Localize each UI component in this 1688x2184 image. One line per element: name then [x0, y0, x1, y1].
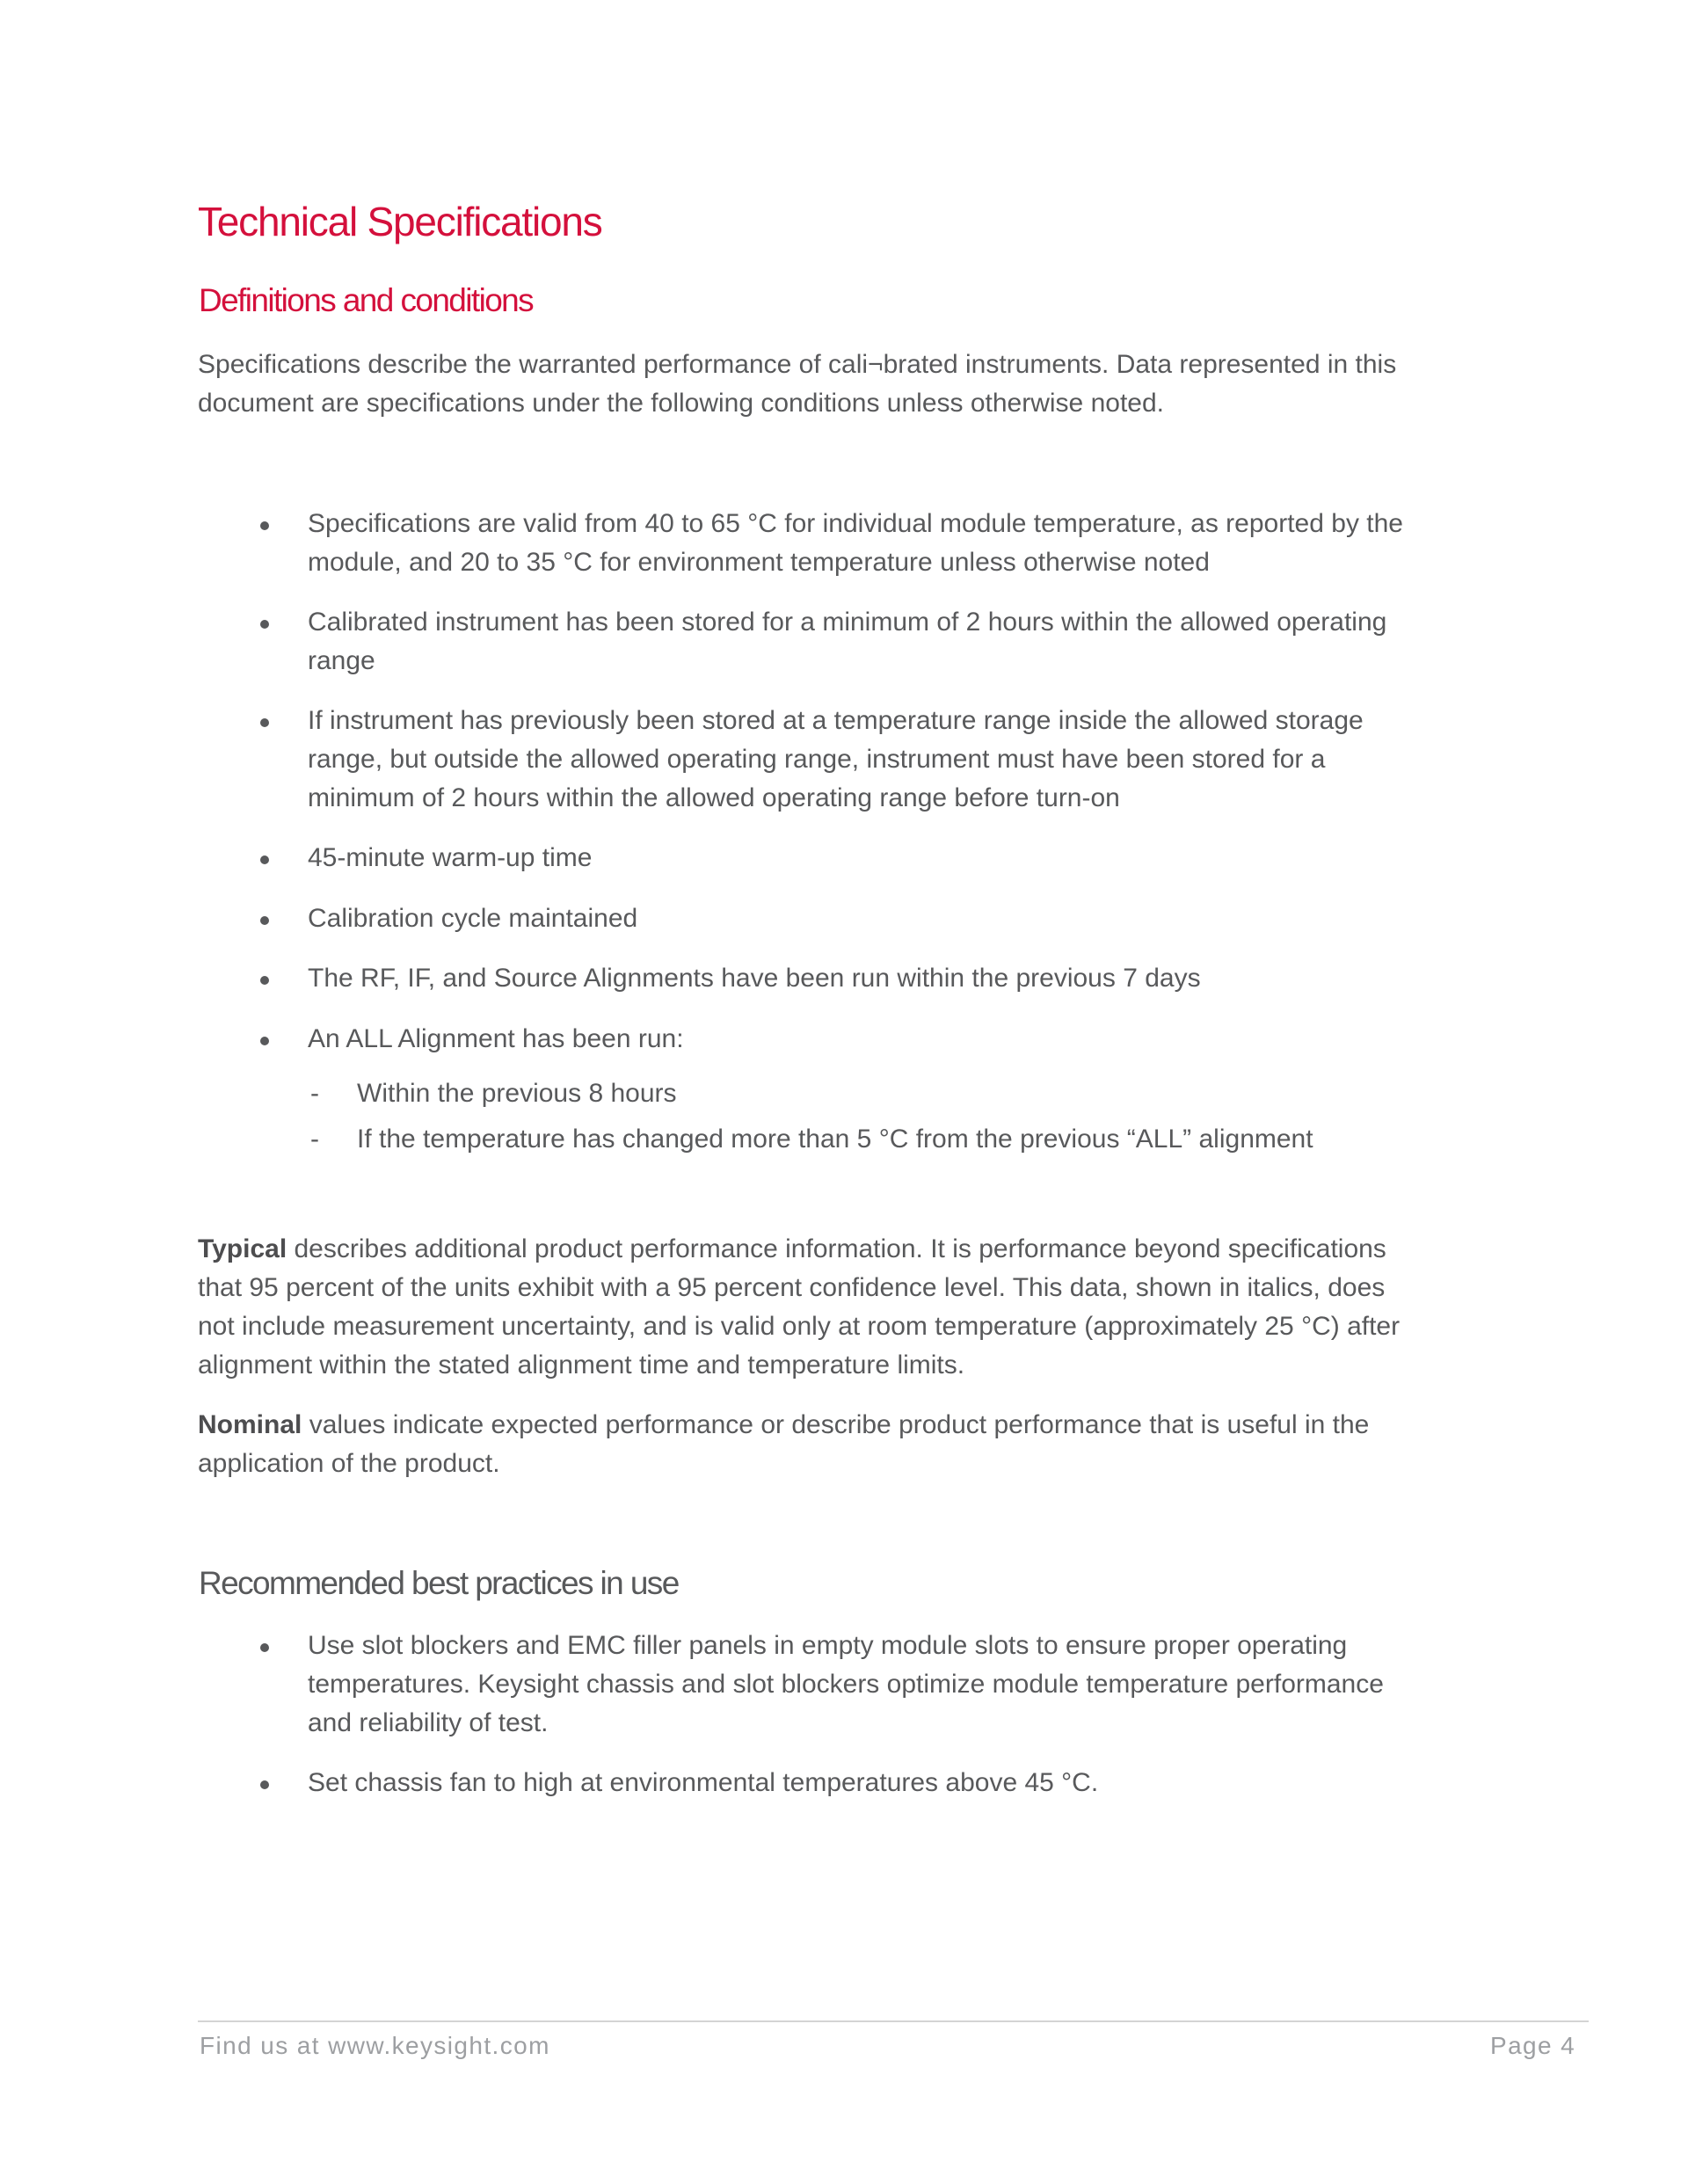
practice-line: temperatures. Keysight chassis and slot blockers optimize module temperature performance	[308, 1670, 1384, 1699]
condition-line: If instrument has previously been stored at a temperature range inside the allowed storage	[308, 706, 1364, 735]
practice-line: Use slot blockers and EMC filler panels in empty module slots to ensure proper operating	[308, 1631, 1348, 1660]
intro-paragraph	[198, 346, 1481, 423]
nominal-line: application of the product.	[198, 1449, 500, 1478]
bullet-icon	[260, 1037, 269, 1045]
condition-line: Calibrated instrument has been stored for a minimum of 2 hours within the allowed operating	[308, 608, 1387, 637]
condition-line: range	[308, 646, 375, 675]
typical-line: not include measurement uncertainty, and is valid only at room temperature (approximately 25 °C) after	[198, 1312, 1401, 1341]
typical-paragraph	[198, 1230, 1481, 1385]
bullet-icon	[260, 916, 269, 925]
bullet-icon	[260, 521, 269, 530]
bullet-icon	[260, 620, 269, 629]
nominal-paragraph	[198, 1406, 1481, 1483]
nominal-term: Nominal	[198, 1410, 302, 1439]
condition-line: The RF, IF, and Source Alignments have been run within the previous 7 days	[308, 964, 1201, 993]
sub-item: If the temperature has changed more than 5 °C from the previous “ALL” alignment	[357, 1125, 1313, 1154]
typical-line: that 95 percent of the units exhibit with a 95 percent confidence level. This data, shown in italics, does	[198, 1273, 1386, 1302]
section-heading-best-practices: Recommended best practices in use	[199, 1565, 679, 1601]
condition-line: module, and 20 to 35 °C for environment temperature unless otherwise noted	[308, 548, 1210, 577]
practice-line: and reliability of test.	[308, 1708, 549, 1737]
bullet-icon	[260, 1643, 269, 1652]
condition-line: range, but outside the allowed operating range, instrument must have been stored for a	[308, 745, 1326, 774]
bullet-icon	[260, 855, 269, 864]
bullet-icon	[260, 1780, 269, 1789]
typical-term: Typical	[198, 1234, 287, 1263]
condition-line: 45-minute warm-up time	[308, 843, 593, 872]
typical-line: describes additional product performance information. It is performance beyond specifications	[287, 1234, 1386, 1263]
condition-line: Specifications are valid from 40 to 65 °C for individual module temperature, as reported by the	[308, 509, 1403, 538]
condition-line: Calibration cycle maintained	[308, 904, 638, 933]
footer-page-number: Page 4	[1490, 2032, 1576, 2059]
footer-divider	[198, 2020, 1589, 2022]
intro-line: document are specifications under the following conditions unless otherwise noted.	[198, 389, 1164, 418]
bullet-icon	[260, 976, 269, 985]
intro-line: Specifications describe the warranted performance of cali¬brated instruments. Data represented in this	[198, 350, 1397, 379]
condition-line: An ALL Alignment has been run:	[308, 1024, 684, 1053]
bullet-icon	[260, 718, 269, 727]
dash-icon: -	[310, 1079, 319, 1108]
dash-icon: -	[310, 1125, 319, 1154]
nominal-line: values indicate expected performance or describe product performance that is useful in the	[302, 1410, 1370, 1439]
footer-website-link[interactable]: Find us at www.keysight.com	[200, 2032, 550, 2059]
section-heading-definitions: Definitions and conditions	[199, 282, 534, 318]
practice-line: Set chassis fan to high at environmental temperatures above 45 °C.	[308, 1768, 1099, 1797]
typical-line: alignment within the stated alignment time and temperature limits.	[198, 1350, 965, 1380]
sub-item: Within the previous 8 hours	[357, 1079, 677, 1108]
condition-line: minimum of 2 hours within the allowed operating range before turn-on	[308, 783, 1120, 812]
page-title: Technical Specifications	[198, 199, 602, 244]
